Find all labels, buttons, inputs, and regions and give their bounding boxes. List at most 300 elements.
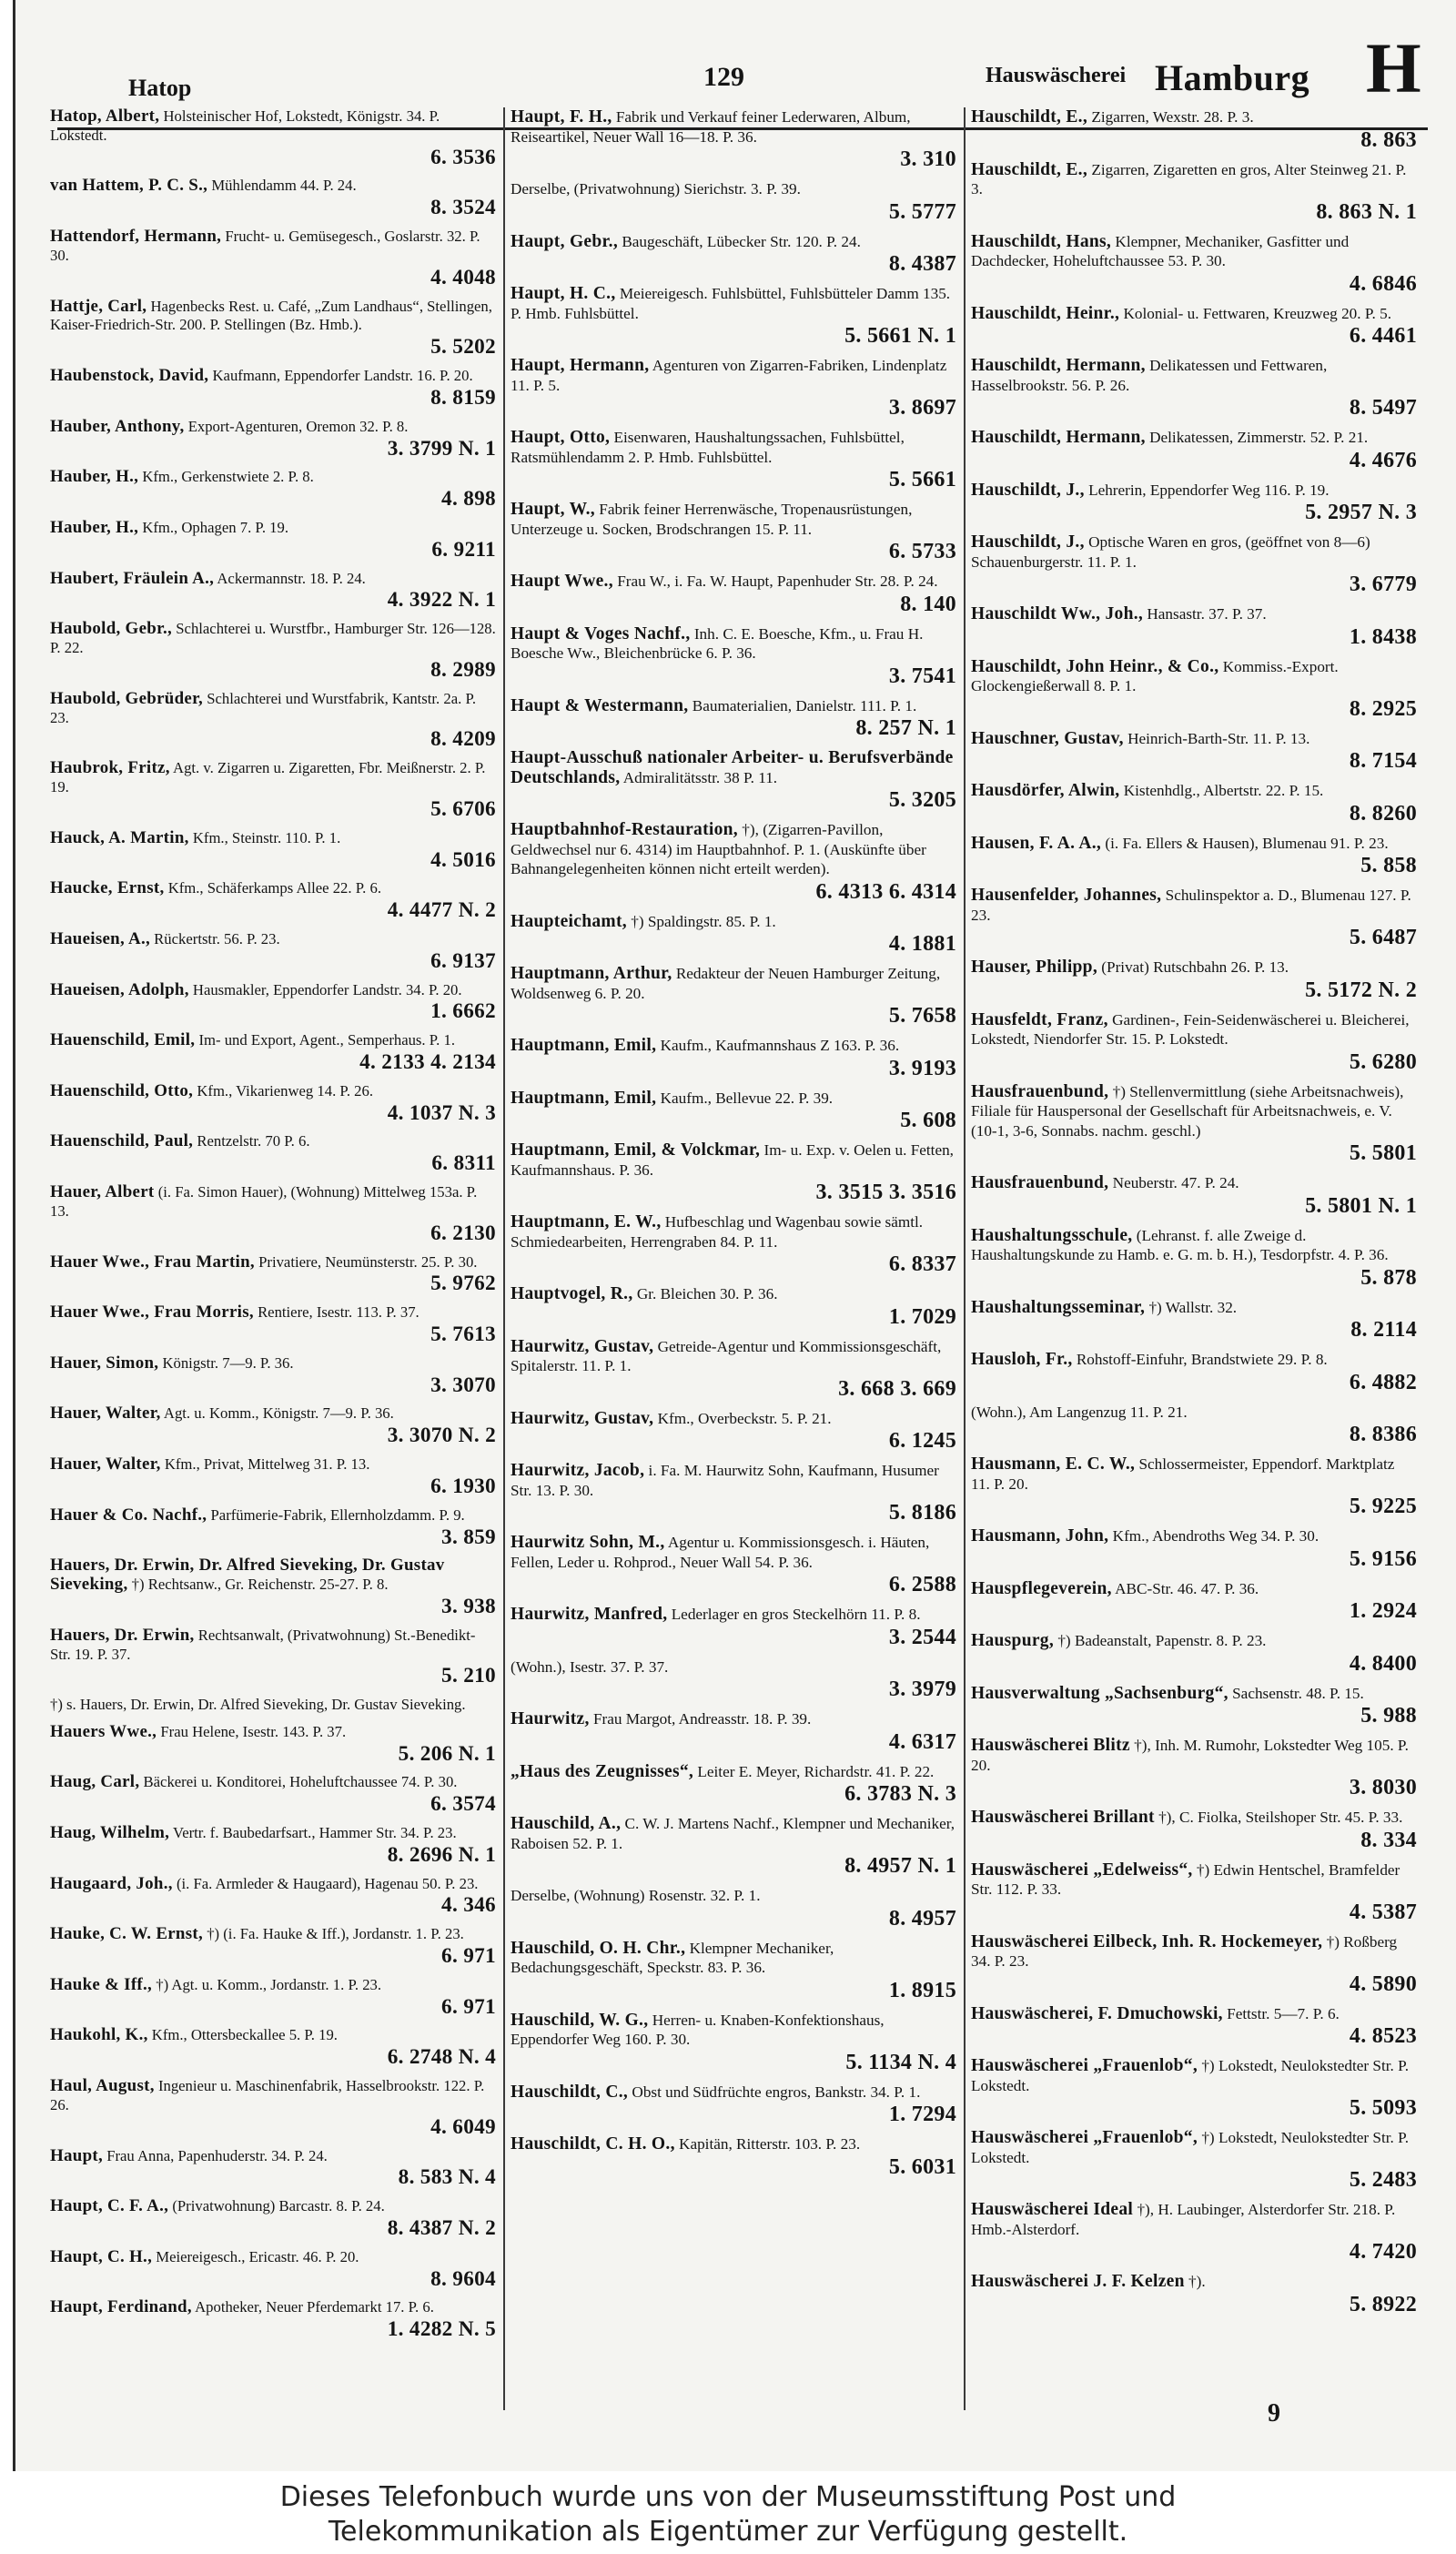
entry-details: Klempner Mechaniker, Bedachungsgeschäft, Speckstr. 83. P. 36. [511, 1939, 834, 1976]
entry-text [971, 2200, 1417, 2239]
entry-text [971, 1454, 1417, 1494]
phone-number: 8. 863 N. 1 [1316, 199, 1417, 224]
directory-entry [50, 981, 496, 1024]
phone-number: 6. 2748 N. 4 [387, 2045, 496, 2070]
directory-entry [511, 107, 956, 171]
entry-text [50, 620, 496, 658]
directory-entry [50, 228, 496, 289]
entry-text [511, 748, 956, 787]
column-2 [511, 107, 956, 2410]
entry-details: Kistenhdlg., Albertstr. 22. P. 15. [1123, 782, 1324, 799]
phone-number: 5. 7613 [430, 1323, 496, 1346]
phone-number: 5. 878 [1360, 1265, 1417, 1290]
entry-text [511, 1036, 956, 1056]
entry-details: Fabrik feiner Herrenwäsche, Tropenausrüstungen, Unterzeuge u. Socken, Brodschrangen 15. P. 11. [511, 501, 913, 538]
entry-text [971, 107, 1417, 127]
entry-details: Kommiss.-Export. Glockengießerwall 8. P. 1. [971, 657, 1339, 694]
entry-text [50, 1404, 496, 1424]
directory-entry [511, 1212, 956, 1276]
directory-entry [50, 367, 496, 410]
phone-number: 5. 9762 [430, 1272, 496, 1296]
phone-number: 3. 9193 [888, 1056, 956, 1080]
entry-text [50, 829, 496, 848]
directory-entry [511, 500, 956, 563]
phone-number: 3. 859 [441, 1525, 496, 1549]
entry-details: †) Wallstr. 32. [1148, 1298, 1238, 1316]
entry-text [511, 356, 956, 395]
entry-name: Hausfrauenbund, [971, 1173, 1109, 1192]
entry-name: Hauptbahnhof-Restauration, [511, 820, 738, 839]
entry-details: Holsteinischer Hof, Lokstedt, Königstr. 34. P. Lokstedt. [50, 107, 440, 144]
phone-number: 3. 8697 [888, 396, 956, 420]
entry-name: Hauptmann, Emil, [511, 1036, 657, 1055]
entry-name: Haukohl, K., [50, 2025, 148, 2045]
entry-details: †) (i. Fa. Hauke & Iff.), Jordanstr. 1. P. 23. [207, 1925, 464, 1943]
entry-details: (Wohn.), Isestr. 37. P. 37. [511, 1657, 669, 1676]
entry-details: Baumaterialien, Danielstr. 111. P. 1. [692, 696, 917, 715]
entry-details: Kfm., Gerkenstwiete 2. P. 8. [142, 468, 314, 486]
entry-details: Schlachterei u. Wurstfbr., Hamburger Str. 126—128. P. 22. [50, 620, 496, 657]
entry-text [50, 2147, 496, 2166]
entry-name: Hauer, Walter, [50, 1454, 161, 1475]
entry-text [971, 1173, 1417, 1193]
entry-text [511, 1212, 956, 1252]
directory-entry [511, 1461, 956, 1525]
directory-entry [50, 1303, 496, 1346]
entry-details: Königstr. 7—9. P. 36. [162, 1353, 294, 1372]
phone-number: 5. 858 [1360, 854, 1417, 877]
entry-name: Hauschildt, E., [971, 107, 1088, 127]
entry-text [971, 604, 1417, 624]
entry-text [511, 1140, 956, 1180]
entry-details: Delikatessen und Fettwaren, Hasselbrookstr. 56. P. 26. [971, 357, 1328, 394]
phone-number: 5. 5202 [430, 335, 496, 360]
entry-text [511, 912, 956, 932]
phone-number: 1. 2924 [1349, 1599, 1417, 1623]
directory-entry [50, 2197, 496, 2240]
phone-number: 5. 3205 [888, 788, 956, 812]
entry-name: Hauser, Philipp, [971, 958, 1097, 977]
directory-entry [971, 532, 1417, 596]
header-page-number: 129 [703, 62, 744, 92]
directory-entry [971, 1173, 1417, 1218]
phone-number: 5. 5661 [888, 468, 956, 492]
entry-details: Kfm., Abendroths Weg 34. P. 30. [1112, 1527, 1320, 1545]
entry-details: †) Spaldingstr. 85. P. 1. [631, 912, 776, 930]
entry-name: Hausmann, John, [971, 1526, 1109, 1546]
directory-entry [511, 1089, 956, 1133]
entry-details: Baugeschäft, Lübecker Str. 120. P. 24. [622, 232, 861, 250]
entry-name: Haurwitz, Manfred, [511, 1605, 668, 1624]
directory-entry [971, 2272, 1417, 2316]
entry-name: Hauck, A. Martin, [50, 827, 189, 847]
entry-text [971, 886, 1417, 925]
directory-entry [971, 1403, 1417, 1447]
directory-entry [50, 1627, 496, 1688]
directory-entry [50, 1506, 496, 1549]
header-city: Hamburg [1155, 57, 1310, 98]
phone-number: 4. 6049 [430, 2114, 496, 2139]
entry-details: Im- und Export, Agent., Semperhaus. P. 1. [198, 1031, 456, 1049]
directory-entry [971, 729, 1417, 774]
entry-name: Hausverwaltung „Sachsenburg“, [971, 1683, 1228, 1703]
corner-page-number: 9 [1268, 2399, 1280, 2427]
entry-name: Haugaard, Joh., [50, 1873, 173, 1893]
entry-text [971, 1526, 1417, 1546]
entry-details: Kfm., Ottersbeckallee 5. P. 19. [151, 2026, 338, 2044]
directory-entry [511, 1337, 956, 1401]
entry-name: Hauswäscherei Brillant [971, 1808, 1155, 1827]
directory-entry [971, 304, 1417, 349]
directory-entry [511, 284, 956, 348]
phone-number: 4. 4477 N. 2 [387, 898, 496, 923]
phone-number: 4. 898 [441, 487, 496, 512]
directory-entry [971, 886, 1417, 949]
phone-number: 8. 4387 [888, 252, 956, 276]
entry-name: „Haus des Zeugnisses“, [511, 1761, 694, 1781]
entry-details: Ingenieur u. Maschinenfabrik, Hasselbrookstr. 122. P. 26. [50, 2077, 485, 2113]
directory-entry [50, 1183, 496, 1245]
directory-entry [50, 519, 496, 562]
phone-number: 5. 9156 [1349, 1546, 1417, 1571]
entry-details: Frau W., i. Fa. W. Haupt, Papenhuder Str. 28. P. 24. [617, 573, 938, 590]
entry-text [50, 1627, 496, 1665]
entry-details: Kfm., Schäferkamps Allee 22. P. 6. [167, 879, 381, 897]
entry-details: Kolonial- u. Fettwaren, Kreuzweg 20. P. 5. [1123, 304, 1391, 322]
entry-text [971, 1082, 1417, 1141]
directory-entry [971, 1298, 1417, 1343]
entry-name: Haubold, Gebrüder, [50, 688, 204, 708]
entry-details: †), (Zigarren-Pavillon, Geldwechsel nur 6. 4314) im Hauptbahnhof. P. 1. (Auskünfte über Bahnangelegenheiten können nicht erteilt werden). [511, 821, 926, 877]
entry-text [971, 1226, 1417, 1265]
phone-number: 1. 7029 [888, 1304, 956, 1329]
entry-name: Haueisen, Adolph, [50, 979, 189, 999]
entry-text [511, 1089, 956, 1109]
entry-name: Hauptmann, E. W., [511, 1212, 662, 1231]
entry-name: Haucke, Ernst, [50, 878, 165, 898]
entry-name: Hauschildt, Hans, [971, 231, 1112, 251]
phone-number: 3. 2544 [888, 1625, 956, 1649]
phone-number: 6. 3574 [430, 1792, 496, 1817]
directory-entry [971, 1579, 1417, 1624]
entry-text [511, 1814, 956, 1853]
directory-entry [971, 1350, 1417, 1394]
entry-text [50, 1875, 496, 1894]
entry-name: Hauer Wwe., Frau Martin, [50, 1252, 255, 1272]
phone-number: 6. 5733 [888, 540, 956, 563]
directory-entry [971, 428, 1417, 472]
entry-name: Hauenschild, Paul, [50, 1131, 194, 1151]
entry-name: Hausloh, Fr., [971, 1350, 1073, 1369]
entry-text [511, 1939, 956, 1978]
directory-entry [511, 1939, 956, 2002]
entry-details: (Wohn.), Am Langenzug 11. P. 21. [971, 1403, 1188, 1421]
entry-text [971, 2272, 1417, 2292]
directory-entry [50, 879, 496, 922]
phone-number: 8. 863 [1360, 127, 1417, 152]
entry-text [511, 1709, 956, 1729]
directory-entry [50, 1031, 496, 1074]
entry-details: (i. Fa. Simon Hauer), (Wohnung) Mittelweg 153a. P. 13. [50, 1183, 478, 1220]
entry-text [511, 1284, 956, 1304]
directory-entry [50, 1354, 496, 1397]
entry-name: Hauswäscherei J. F. Kelzen [971, 2272, 1185, 2291]
entry-details: †) Badeanstalt, Papenstr. 8. P. 23. [1057, 1632, 1267, 1649]
entry-text [971, 2128, 1417, 2167]
entry-name: Haupt, C. H., [50, 2246, 153, 2266]
phone-number: 8. 4957 N. 1 [844, 1854, 956, 1878]
entry-name: Hauswäscherei, F. Dmuchowski, [971, 2003, 1223, 2023]
entry-text [50, 1723, 496, 1742]
phone-number: 3. 3799 N. 1 [387, 436, 496, 461]
entry-text [511, 232, 956, 252]
directory-entry [511, 912, 956, 957]
entry-text [511, 1886, 956, 1906]
phone-number: 8. 4209 [430, 727, 496, 752]
entry-name: Hauptmann, Emil, & Volckmar, [511, 1140, 761, 1160]
entry-details: Vertr. f. Baubedarfsart., Hammer Str. 34. P. 23. [173, 1823, 457, 1841]
entry-name: Hauptmann, Arthur, [511, 964, 672, 983]
directory-entry [50, 1404, 496, 1447]
entry-details: (i. Fa. Ellers & Hausen), Blumenau 91. P. 23. [1105, 834, 1389, 852]
entry-name: Hausdörfer, Alwin, [971, 781, 1120, 800]
directory-entry [971, 958, 1417, 1002]
entry-details: †) Lokstedt, Neulokstedter Str. P. Lokstedt. [971, 2129, 1410, 2166]
directory-entry [971, 2056, 1417, 2120]
entry-text [50, 107, 496, 146]
entry-name: Haueisen, A., [50, 928, 150, 948]
phone-number: 4. 1037 N. 3 [387, 1100, 496, 1125]
entry-text [511, 1657, 956, 1677]
phone-number: 5. 2483 [1349, 2168, 1417, 2192]
entry-name: Hauswäscherei „Edelweiss“, [971, 1860, 1193, 1880]
entry-text [971, 657, 1417, 696]
entry-name: Haubold, Gebr., [50, 619, 173, 639]
entry-name: Hauschildt, E., [971, 159, 1088, 179]
directory-entry [50, 177, 496, 219]
entry-name: Haupt & Westermann, [511, 695, 689, 715]
directory-entry [50, 468, 496, 511]
directory-entry [511, 2011, 956, 2074]
entry-text [971, 1736, 1417, 1775]
column-1 [50, 107, 496, 2410]
directory-entry [511, 428, 956, 492]
phone-number: 3. 3515 3. 3516 [815, 1181, 956, 1204]
phone-number: 5. 5801 [1349, 1141, 1417, 1165]
entry-details: †) Lokstedt, Neulokstedter Str. P. Lokstedt. [971, 2057, 1410, 2094]
directory-entry [971, 657, 1417, 721]
entry-name: Hauschild, A., [511, 1814, 622, 1833]
directory-entry [511, 1036, 956, 1080]
entry-name: Haupt, F. H., [511, 107, 612, 127]
phone-number: 8. 8260 [1349, 801, 1417, 826]
entry-text [971, 481, 1417, 501]
entry-details: Herren- u. Knaben-Konfektionshaus, Eppendorfer Weg 160. P. 30. [511, 2011, 885, 2048]
entry-details: Schlachterei und Wurstfabrik, Kantstr. 2a. P. 23. [50, 689, 477, 726]
entry-text [511, 500, 956, 539]
directory-entry [971, 1808, 1417, 1852]
phone-number: 6. 4882 [1349, 1370, 1417, 1394]
entry-details: Klempner, Mechaniker, Gasfitter und Dachdecker, Hoheluftchaussee 53. P. 30. [971, 232, 1350, 269]
entry-details: Frau Anna, Papenhuderstr. 34. P. 24. [106, 2146, 328, 2164]
phone-number: 6. 9137 [430, 948, 496, 973]
phone-number: 4. 4048 [430, 265, 496, 289]
phone-number: 5. 7658 [888, 1004, 956, 1028]
entry-details: (i. Fa. Armleder & Haugaard), Hagenau 50. P. 23. [176, 1874, 479, 1892]
directory-entry [511, 964, 956, 1028]
entry-text [971, 304, 1417, 324]
entry-details: Fabrik und Verkauf feiner Lederwaren, Album, Reiseartikel, Neuer Wall 16—18. P. 36. [511, 108, 911, 146]
phone-number: 3. 310 [900, 147, 956, 171]
directory-entry [971, 1454, 1417, 1518]
entry-text [971, 1932, 1417, 1971]
entry-text [971, 1631, 1417, 1651]
entry-text [971, 1808, 1417, 1828]
phone-number: 4. 8523 [1349, 2024, 1417, 2048]
phone-number: 8. 9604 [430, 2266, 496, 2291]
entry-text [50, 1082, 496, 1101]
phone-number: 4. 5387 [1349, 1900, 1417, 1924]
phone-number: 5. 6487 [1349, 926, 1417, 949]
entry-text [971, 958, 1417, 978]
entry-name: Hauswäscherei Ideal [971, 2200, 1134, 2219]
entry-text [511, 572, 956, 592]
entry-name: Haupt, Hermann, [511, 356, 650, 375]
phone-number: 8. 8386 [1349, 1423, 1417, 1446]
phone-number: 6. 8337 [888, 1252, 956, 1276]
entry-name: Hauenschild, Otto, [50, 1080, 194, 1100]
phone-number: 8. 5497 [1349, 396, 1417, 420]
entry-details: Lederlager en gros Steckelhörn 11. P. 8. [671, 1606, 921, 1623]
entry-details: Kfm., Vikarienweg 14. P. 26. [197, 1081, 374, 1100]
entry-text [50, 418, 496, 437]
entry-details: Frau Margot, Andreasstr. 18. P. 39. [592, 1710, 812, 1728]
phone-number: 6. 3536 [430, 145, 496, 169]
entry-details: Kapitän, Ritterstr. 103. P. 23. [679, 2135, 861, 2153]
directory-entry [50, 570, 496, 613]
phone-number: 3. 3979 [888, 1677, 956, 1701]
entry-name: Hauenschild, Emil, [50, 1030, 196, 1050]
entry-details: Bäckerei u. Konditorei, Hoheluftchaussee 74. P. 30. [143, 1773, 458, 1791]
entry-details: Export-Agenturen, Oremon 32. P. 8. [187, 417, 409, 435]
entry-text [511, 2083, 956, 2103]
phone-number: 5. 6706 [430, 796, 496, 821]
entry-details: †) Edwin Hentschel, Bramfelder Str. 112. P. 33. [971, 1860, 1400, 1898]
entry-name: Hauers, Dr. Erwin, Dr. Alfred Sieveking, Dr. Gustav Sieveking, [50, 1556, 445, 1595]
directory-entry [50, 1723, 496, 1766]
entry-text [511, 1762, 956, 1782]
column-divider [503, 107, 505, 2410]
directory-entry [511, 1284, 956, 1329]
entry-details: Im- u. Exp. v. Oelen u. Fetten, Kaufmannshaus. P. 36. [511, 1141, 954, 1179]
entry-name: Haug, Wilhelm, [50, 1822, 170, 1842]
entry-details: Rentzelstr. 70 P. 6. [197, 1132, 310, 1150]
entry-name: Haupt, Gebr., [511, 231, 619, 251]
entry-details: Agt. u. Komm., Königstr. 7—9. P. 36. [163, 1404, 394, 1423]
directory-entry [511, 820, 956, 904]
entry-details: Neuberstr. 47. P. 24. [1112, 1174, 1239, 1191]
entry-name: Hauswäscherei „Frauenlob“, [971, 2128, 1198, 2147]
entry-name: Hauschildt, John Heinr., & Co., [971, 656, 1219, 676]
entry-text [511, 820, 956, 879]
directory-page [13, 0, 1456, 2471]
entry-name: Hauke, C. W. Ernst, [50, 1924, 204, 1944]
entry-name: Hattendorf, Hermann, [50, 227, 222, 247]
phone-number: 5. 9225 [1349, 1495, 1417, 1518]
entry-text [511, 1533, 956, 1572]
directory-entry [971, 356, 1417, 420]
phone-number: 1. 7294 [888, 2103, 956, 2126]
directory-entry [50, 1824, 496, 1867]
entry-details: Meiereigesch. Fuhlsbüttel, Fuhlsbütteler Damm 135. P. Hmb. Fuhlsbüttel. [511, 285, 951, 322]
phone-number: 6. 4313 6. 4314 [815, 879, 956, 904]
phone-number: 6. 8311 [431, 1151, 496, 1176]
entry-text [971, 1010, 1417, 1049]
entry-name: Hauschild, O. H. Chr., [511, 1938, 686, 1958]
entry-name: Hauswäscherei Blitz [971, 1736, 1130, 1755]
entry-details: Obst und Südfrüchte engros, Bankstr. 34. P. 1. [632, 2083, 921, 2101]
entry-text [50, 298, 496, 336]
directory-entry [511, 1605, 956, 1649]
entry-text [511, 1461, 956, 1500]
entry-details: Hausmakler, Eppendorfer Landstr. 34. P. 20. [192, 980, 462, 998]
entry-name: Hauke & Iff., [50, 1974, 153, 1994]
entry-name: Hauber, H., [50, 517, 139, 537]
entry-text [50, 879, 496, 898]
entry-text [971, 160, 1417, 199]
directory-entry [511, 2134, 956, 2179]
entry-details: Kaufmann, Eppendorfer Landstr. 16. P. 20. [212, 367, 473, 385]
entry-name: Haubenstock, David, [50, 366, 209, 386]
entry-name: Hauschildt, Heinr., [971, 303, 1120, 323]
entry-details: †). [1188, 2273, 1206, 2290]
directory-entry [511, 356, 956, 420]
phone-number: 4. 4676 [1349, 448, 1417, 472]
phone-number: 4. 7420 [1349, 2240, 1417, 2264]
column-divider [964, 107, 966, 2410]
entry-text [511, 1605, 956, 1625]
entry-name: Hauspflegeverein, [971, 1578, 1112, 1598]
entry-details: Fettstr. 5—7. P. 6. [1227, 2004, 1340, 2022]
entry-name: Hausfrauenbund, [971, 1081, 1109, 1101]
entry-details: Agenturen von Zigarren-Fabriken, Lindenplatz 11. P. 5. [511, 357, 947, 394]
phone-number: 5. 8186 [888, 1501, 956, 1525]
directory-entry [50, 107, 496, 169]
entry-details: Inh. C. E. Boesche, Kfm., u. Frau H. Boesche Ww., Bleichenbrücke 6. P. 36. [511, 624, 924, 662]
entry-text [50, 1455, 496, 1475]
entry-details: Schulinspektor a. D., Blumenau 127. P. 23. [971, 887, 1411, 924]
entry-name: Hausen, F. A. A., [971, 833, 1102, 853]
phone-number: 6. 2130 [430, 1221, 496, 1245]
phone-number: 3. 668 3. 669 [838, 1376, 956, 1401]
entry-text [971, 356, 1417, 395]
entry-details: Meiereigesch., Ericastr. 46. P. 20. [156, 2247, 359, 2265]
phone-number: 4. 2133 4. 2134 [359, 1050, 496, 1075]
phone-number: 3. 7541 [888, 664, 956, 688]
entry-name: Hausmann, E. C. W., [971, 1454, 1136, 1474]
directory-entry [511, 696, 956, 741]
directory-entry [971, 1631, 1417, 1676]
entry-name: Hatop, Albert, [50, 107, 160, 126]
directory-entry [971, 1860, 1417, 1924]
entry-name: Hauber, H., [50, 467, 139, 487]
directory-entry [971, 1736, 1417, 1799]
phone-number: 4. 3922 N. 1 [387, 588, 496, 613]
entry-name: Haurwitz, Gustav, [511, 1408, 654, 1428]
entry-text [50, 1031, 496, 1050]
entry-name: Hauswäscherei Eilbeck, Inh. R. Hockemeyer, [971, 1931, 1323, 1951]
entry-name: Hauer Wwe., Frau Morris, [50, 1302, 254, 1323]
